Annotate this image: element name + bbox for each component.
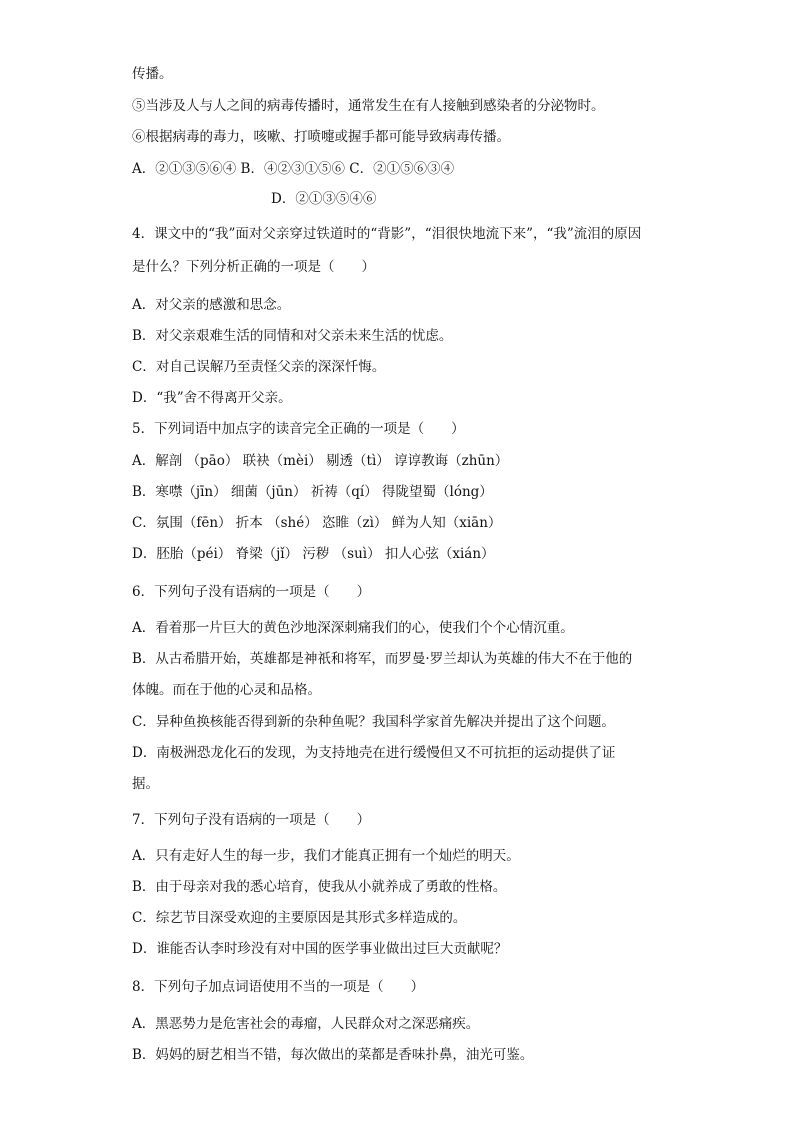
- option-line: B．寒噤（jīn） 细菌（jūn） 祈祷（qí） 得陇望蜀（lóng）: [132, 484, 493, 500]
- option-line: D．“我”舍不得离开父亲。: [132, 390, 292, 406]
- option-line: B．由于母亲对我的悉心培育，使我从小就养成了勇敢的性格。: [132, 879, 507, 895]
- option-line: B．对父亲艰难生活的同情和对父亲未来生活的忧虑。: [132, 328, 453, 344]
- text-line: 传播。: [132, 66, 173, 82]
- question-stem: 8．下列句子加点词语使用不当的一项是（ ）: [132, 979, 425, 995]
- option-line: C．氛围（fēn） 折本 （shé） 恣睢（zì） 鲜为人知（xiān）: [132, 515, 502, 531]
- question-stem: 5．下列词语中加点字的读音完全正确的一项是（ ）: [132, 421, 465, 437]
- option-line: 据。: [132, 776, 159, 792]
- option-line: B．从古希腊开始，英雄都是神祇和将军，而罗曼·罗兰却认为英雄的伟大不在于他的: [132, 651, 633, 667]
- question-stem: 6．下列句子没有语病的一项是（ ）: [132, 584, 371, 600]
- option-line: A．黑恶势力是危害社会的毒瘤，人民群众对之深恶痛疾。: [132, 1016, 480, 1032]
- option-line: C．综艺节目深受欢迎的主要原因是其形式多样造成的。: [132, 910, 467, 926]
- text-line: ⑥根据病毒的毒力，咳嗽、打喷嚏或握手都可能导致病毒传播。: [132, 129, 510, 145]
- option-line: 体魄。而在于他的心灵和品格。: [132, 682, 321, 698]
- option-line: A．②①③⑤⑥④ B．④②③①⑤⑥ C．②①⑤⑥③④: [132, 161, 455, 177]
- option-line: A．只有走好人生的每一步，我们才能真正拥有一个灿烂的明天。: [132, 848, 520, 864]
- question-stem: 7．下列句子没有语病的一项是（ ）: [132, 812, 371, 828]
- option-line: A．对父亲的感激和思念。: [132, 297, 291, 313]
- option-line: C．对自己误解乃至责怪父亲的深深忏悔。: [132, 359, 386, 375]
- option-line: A．解剖 （pāo） 联袂（mèi） 剔透（tì） 谆谆教诲（zhūn）: [132, 453, 509, 469]
- option-line: C．异种鱼换核能否得到新的杂种鱼呢？我国科学家首先解决并提出了这个问题。: [132, 714, 615, 730]
- option-line: D．胚胎（péi） 脊梁（jǐ） 污秽 （suì） 扣人心弦（xián）: [132, 546, 495, 562]
- option-line: A．看着那一片巨大的黄色沙地深深刺痛我们的心，使我们个个心情沉重。: [132, 620, 574, 636]
- option-line: D．②①③⑤④⑥: [271, 191, 377, 207]
- text-line: ⑤当涉及人与人之间的病毒传播时，通常发生在有人接触到感染者的分泌物时。: [132, 98, 605, 114]
- option-line: D．南极洲恐龙化石的发现，为支持地壳在进行缓慢但又不可抗拒的运动提供了证: [132, 745, 616, 761]
- option-line: D．谁能否认李时珍没有对中国的医学事业做出过巨大贡献呢？: [132, 941, 508, 957]
- question-stem: 4．课文中的“我”面对父亲穿过铁道时的“背影”，“泪很快地流下来”，“我”流泪的原因: [132, 226, 642, 242]
- option-line: B．妈妈的厨艺相当不错，每次做出的菜都是香味扑鼻，油光可鉴。: [132, 1047, 534, 1063]
- question-stem: 是什么？下列分析正确的一项是（ ）: [132, 259, 375, 275]
